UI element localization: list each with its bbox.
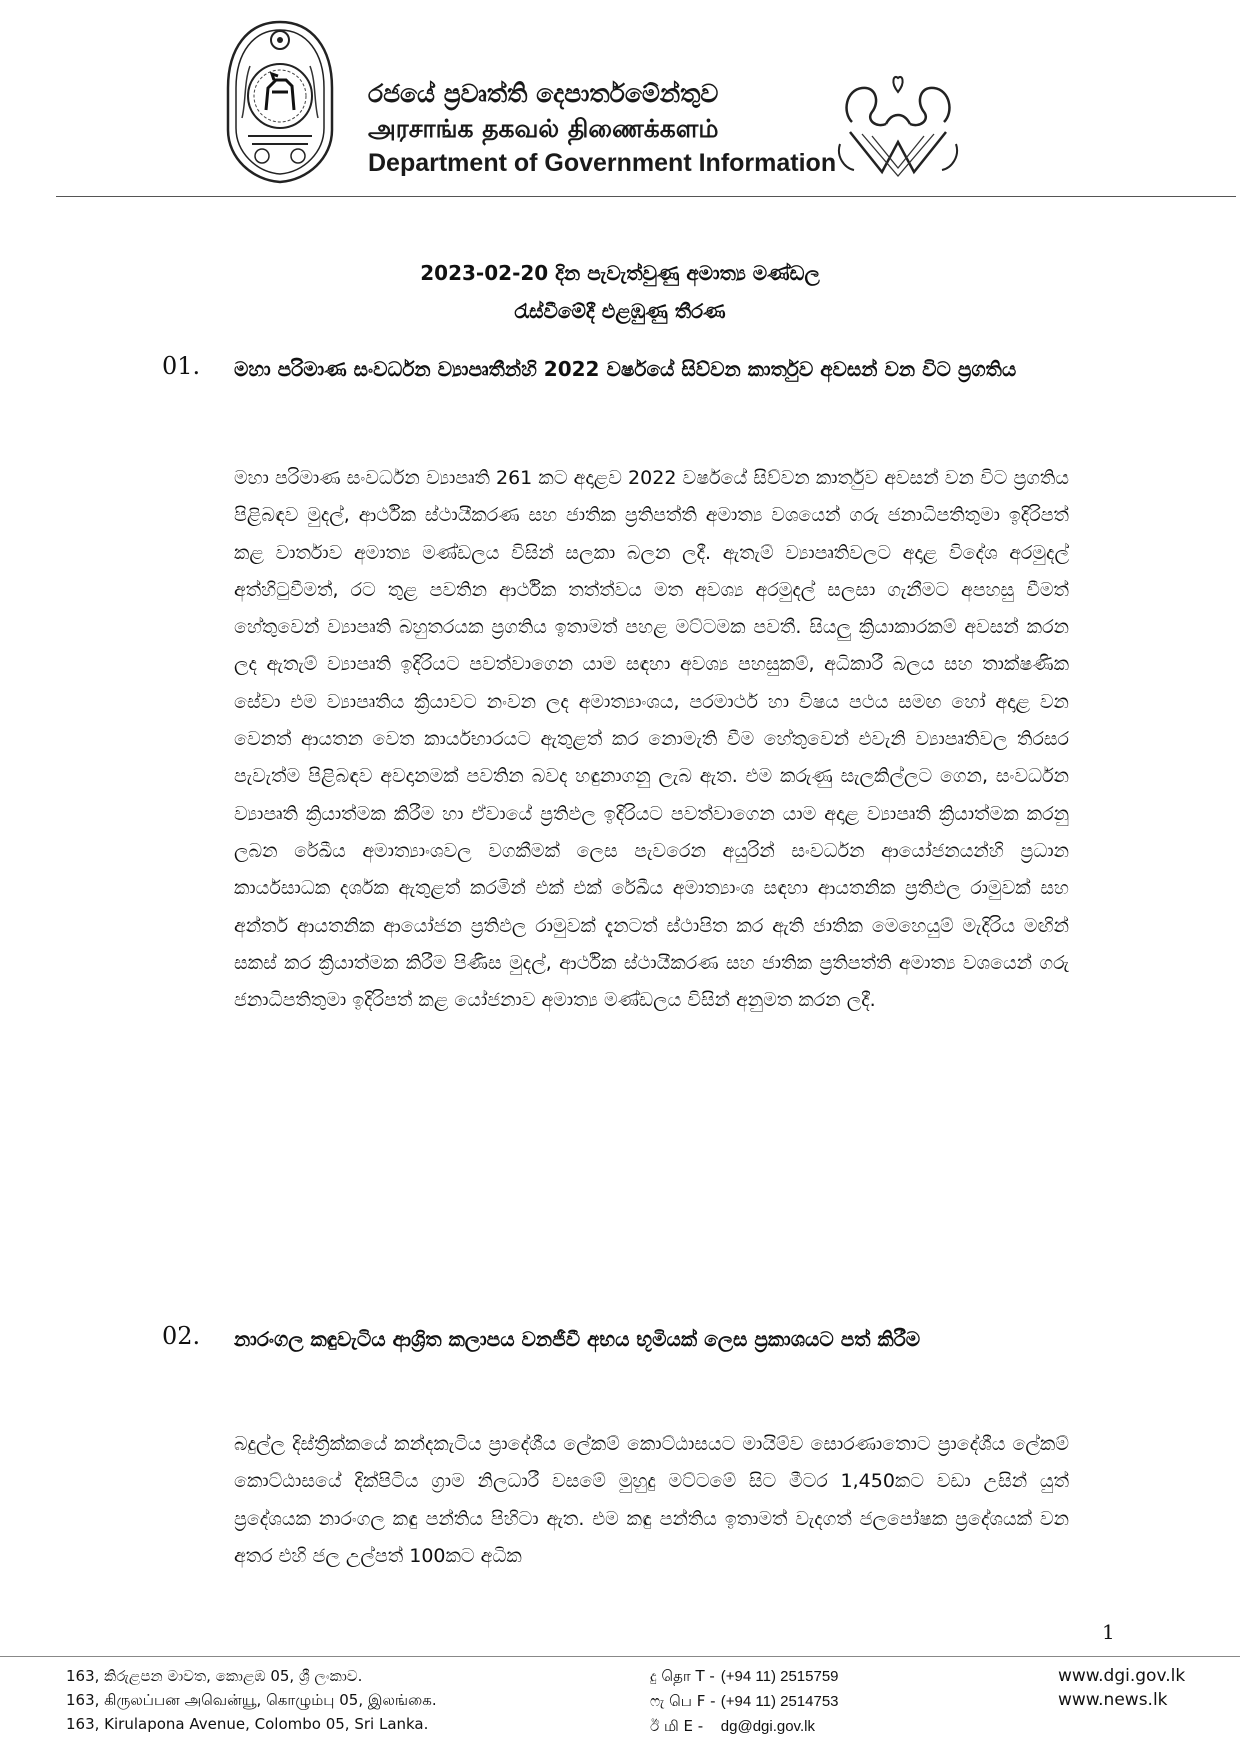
department-name-tamil: அரசாங்க தகவல் திணைக்களம் bbox=[368, 114, 719, 143]
website-link-news[interactable]: www.news.lk bbox=[1058, 1690, 1168, 1710]
phone-label: දු தொ T - bbox=[650, 1667, 715, 1685]
department-name-sinhala: රජයේ ප්‍රවෘත්ති දෙපාර්තමේන්තුව bbox=[368, 79, 719, 108]
item-body: බදුල්ල දිස්ත්‍රික්කයේ කන්දකැටිය ප්‍රාදේශීය ලේකම් කොට්ඨාසයට මායිම්ව සොරණාතොට ප්‍රාදේශීය ලේකම් කොට්ඨාසයේ දික්පිටිය ග්‍රාම නිලධාරී වසමේ මුහුදු මට්ටමේ සිට මීටර 1,450කට වඩා උසින් යුත් ප්‍රදේශයක නාරංගල කඳු පන්තිය පිහිටා ඇත. එම කඳු පන්තිය ඉතාමත් වැදගත් ජලපෝෂක ප්‍රදේශයක් වන අතර එහි ජල උල්පත් 100කට අධික bbox=[234, 1433, 1069, 1567]
email-link[interactable]: dg@dgi.gov.lk bbox=[720, 1718, 815, 1735]
department-name-block bbox=[368, 76, 837, 181]
phone-row bbox=[650, 1664, 839, 1689]
item-heading: නාරංගල කඳුවැටිය ආශ්‍රිත කලාපය වනජීවී අභය භූමියක් ලෙස ප්‍රකාශයට පත් කිරීම bbox=[234, 1327, 921, 1351]
sri-lanka-emblem-icon bbox=[222, 18, 338, 186]
website-link-dgi[interactable]: www.dgi.gov.lk bbox=[1058, 1666, 1186, 1686]
fax-row bbox=[650, 1689, 839, 1714]
email-row bbox=[650, 1714, 839, 1739]
swan-ornament-icon bbox=[832, 72, 964, 184]
fax-number: (+94 11) 2514753 bbox=[720, 1693, 839, 1710]
page-number: 1 bbox=[1102, 1620, 1115, 1644]
footer-divider bbox=[0, 1656, 1240, 1657]
item-number: 01. bbox=[162, 352, 201, 380]
address-tamil: 163, கிருலப்பன அவென்யூ, கொழும்பு 05, இலங்கை. bbox=[66, 1691, 437, 1709]
document-title bbox=[300, 254, 940, 330]
phone-number: (+94 11) 2515759 bbox=[720, 1668, 839, 1685]
letterhead bbox=[0, 0, 1240, 200]
document-title-line-2: රැස්වීමේදී එළඹුණු තීරණ bbox=[514, 299, 726, 323]
document-title-line-1: 2023-02-20 දින පැවැත්වුණු අමාත්‍ය මණ්ඩල bbox=[420, 261, 820, 285]
email-label: ඊ மி E - bbox=[650, 1717, 704, 1735]
department-name-english: Department of Government Information bbox=[368, 149, 837, 177]
address-sinhala: 163, කිරුළපන මාවත, කොළඹ 05, ශ්‍රී ලංකාව. bbox=[66, 1667, 363, 1685]
header-divider bbox=[56, 196, 1236, 197]
address-english: 163, Kirulapona Avenue, Colombo 05, Sri Lanka. bbox=[66, 1715, 429, 1733]
footer-websites bbox=[1058, 1664, 1185, 1712]
item-body: මහා පරිමාණ සංවර්ධන ව්‍යාපෘති 261 කට අදාළව 2022 වර්ෂයේ සිව්වන කාර්තුව අවසන් වන විට ප්‍රගතිය පිළිබඳව මුදල්, ආර්ථික ස්ථායීකරණ සහ ජාතික ප්‍රතිපත්ති අමාත්‍ය වශයෙන් ගරු ජනාධිපතිතුමා ඉදිරිපත් කළ වාර්තාව අමාත්‍ය මණ්ඩලය විසින් සලකා බලන ලදී. ඇතැම් ව්‍යාපෘතිවලට අදාළ විදේශ අරමුදල් අත්හිටුවීමත්, රට තුළ පවතින ආර්ථික තත්ත්වය මත අවශ්‍ය අරමුදල් සලසා ගැනීමට අපහසු වීමත් හේතුවෙන් ව්‍යාපෘති බහුතරයක ප්‍රගතිය ඉතාමත් පහළ මට්ටමක පවතී. සියලු ක්‍රියාකාරකම් අවසන් කරන ලද ඇතැම් ව්‍යාපෘති ඉදිරියට පවත්වාගෙන යාම සඳහා අවශ්‍ය පහසුකම්, අධිකාරී බලය සහ තාක්ෂණික සේවා එම ව්‍යාපෘතිය ක්‍රියාවට නංවන ලද අමාත්‍යාංශය, පරමාර්ථ හා විෂය පථය සමඟ හෝ අදාළ වන වෙනත් ආයතන වෙත කාර්යභාරයට ඇතුළත් කර නොමැති වීම හේතුවෙන් එවැනි ව්‍යාපෘතිවල තිරසර පැවැත්ම පිළිබඳව අවදානමක් පවතින බවද හඳුනාගනු ලැබ ඇත. එම කරුණු සැලකිල්ලට ගෙන, සංවර්ධන ව්‍යාපෘති ක්‍රියාත්මක කිරීම හා ඒවායේ ප්‍රතිඵල ඉදිරියට පවත්වාගෙන යාම අදාළ ව්‍යාපෘති ක්‍රියාත්මක කරනු ලබන රේඛීය අමාත්‍යාංශවල වගකීමක් ලෙස පැවරෙන අයුරින් සංවර්ධන ආයෝජනයන්හි ප්‍රධාන කාර්යසාධක දර්ශක ඇතුළත් කරමින් එක් එක් රේඛීය අමාත්‍යාංශ සඳහා ආයතනික ප්‍රතිඵල රාමුවක් සහ අන්තර් ආයතනික ආයෝජන ප්‍රතිඵල රාමුවක් දැනටත් ස්ථාපිත කර ඇති ජාතික මෙහෙයුම් මැදිරිය මඟින් සකස් කර ක්‍රියාත්මක කිරීම පිණිස මුදල්, ආර්ථික ස්ථායීකරණ සහ ජාතික ප්‍රතිපත්ති අමාත්‍ය වශයෙන් ගරු ජනාධිපතිතුමා ඉදිරිපත් කළ යෝජනාව අමාත්‍ය මණ්ඩලය විසින් අනුමත කරන ලදී. bbox=[234, 467, 1069, 1012]
item-heading: මහා පරිමාණ සංවර්ධන ව්‍යාපෘතීන්හි 2022 වර්ෂයේ සිව්වන කාර්තුව අවසන් වන විට ප්‍රගතිය bbox=[234, 357, 1017, 381]
item-number: 02. bbox=[162, 1322, 201, 1350]
footer-address bbox=[66, 1664, 437, 1736]
fax-label: ෆැ பெ F - bbox=[650, 1692, 716, 1710]
footer-contact bbox=[650, 1664, 839, 1739]
